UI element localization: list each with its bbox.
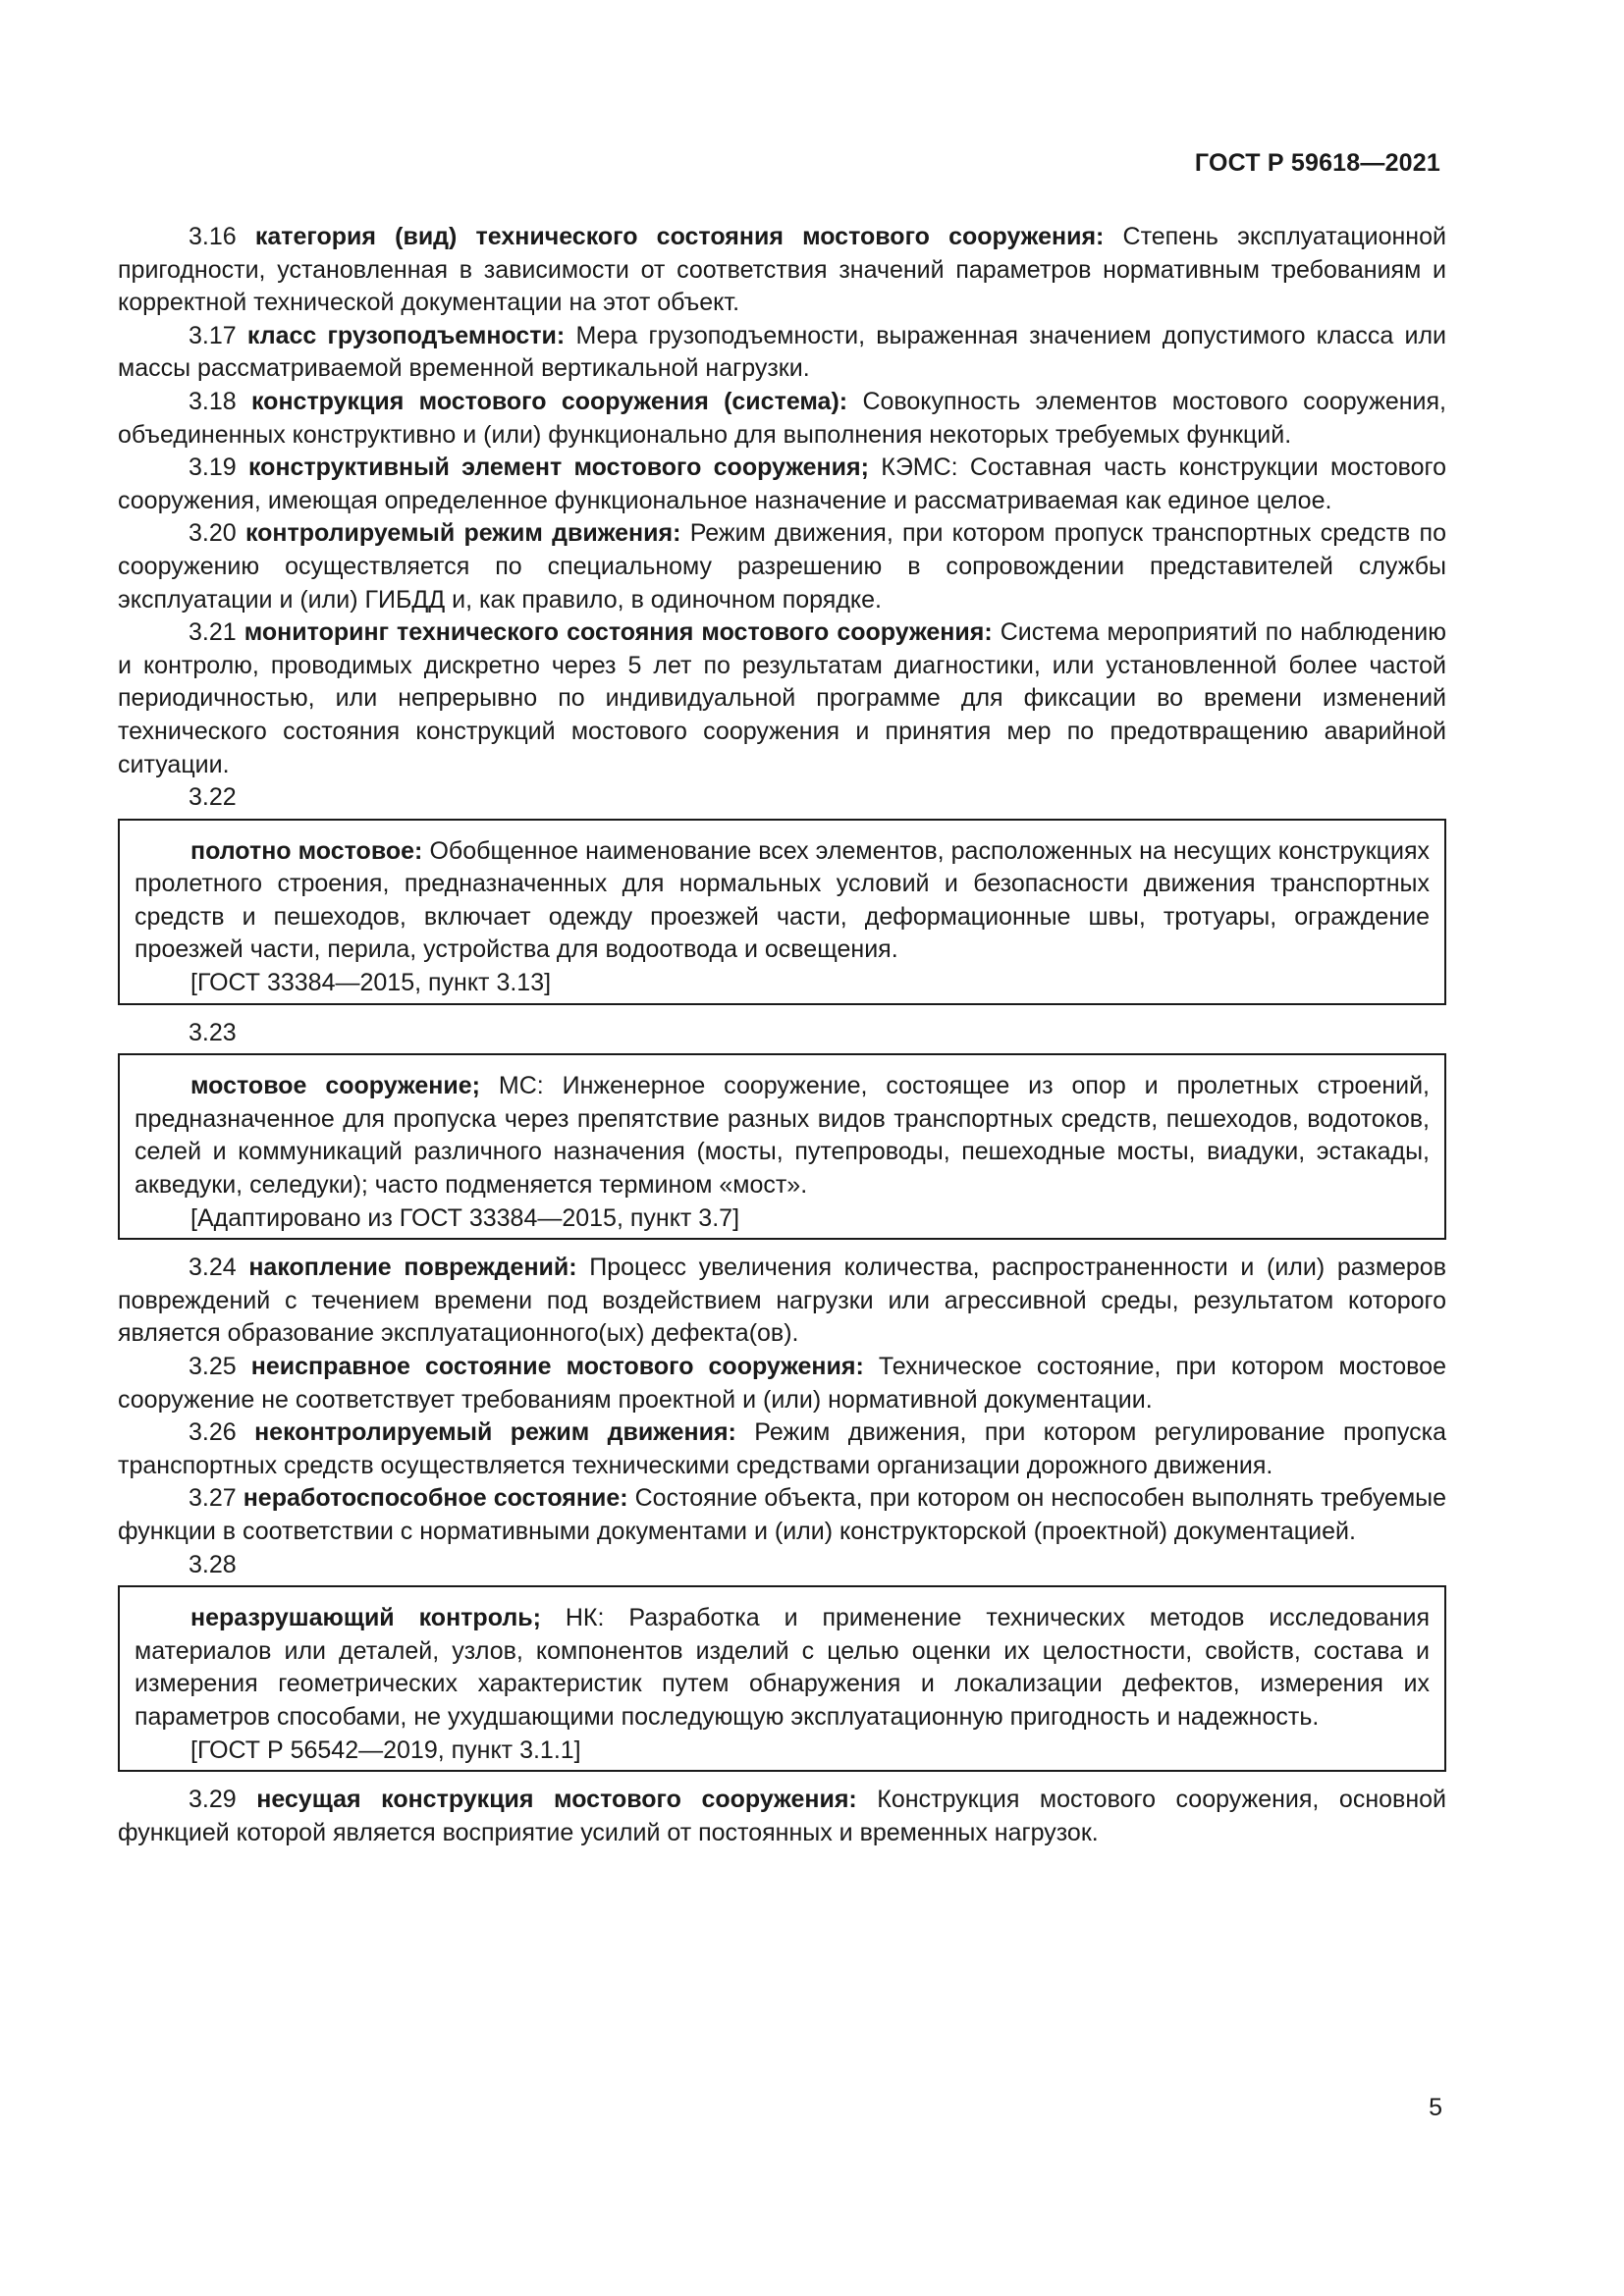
term-name: категория (вид) технического состояния мостового сооружения: xyxy=(254,223,1105,250)
term-number: 3.29 xyxy=(189,1786,237,1814)
term-number: 3.16 xyxy=(189,223,237,250)
term-definition: Мера грузоподъемности, выраженная значением допустимого класса или массы рассматриваемой временной вертикальной нагрузки. xyxy=(118,321,1446,383)
term-name: мониторинг технического состояния мостового сооружения: xyxy=(244,618,993,647)
term-definition: Состояние объекта, при котором он неспособен выполнять требуемые функции в соответствии с нормативными документами и (или) конструкторской (проектной) документацией. xyxy=(118,1484,1446,1545)
term-name: неразрушающий контроль; xyxy=(190,1604,541,1632)
terms-content xyxy=(118,221,1446,1849)
term-definition: НК: Разработка и применение технических методов исследования материалов или деталей, узлов, компонентов изделий с целью оценки их целостности, свойств, состава и измерения геометрических характеристик путем обнаружения и локализации дефектов, измерения их параметров способами, не ухудшающими последующую эксплуатационную пригодность и надежность. xyxy=(135,1604,1430,1731)
term-definition: Процесс увеличения количества, распространенности и (или) размеров повреждений с течением времени под воздействием нагрузки или агрессивной среды, результатом которого является образование эксплуатационного(ых) дефекта(ов). xyxy=(118,1254,1446,1348)
term-number: 3.20 xyxy=(189,519,237,548)
source-reference: [ГОСТ Р 56542—2019, пункт 3.1.1] xyxy=(190,1735,581,1764)
term-box-3-23 xyxy=(118,1053,1446,1240)
term-definition: Режим движения, при котором регулирование пропуска транспортных средств осуществляется техническими средствами организации дорожного движения. xyxy=(118,1418,1446,1479)
document-code: ГОСТ Р 59618—2021 xyxy=(1194,149,1440,177)
term-entry-3-27 xyxy=(118,1482,1446,1548)
term-name: неисправное состояние мостового сооружения: xyxy=(250,1353,864,1380)
term-box-3-22 xyxy=(118,819,1446,1005)
term-name: накопление повреждений: xyxy=(248,1254,577,1282)
term-definition: КЭМС: Составная часть конструкции мостового сооружения, имеющая определенное функциональное назначение и рассматриваемая как единое целое. xyxy=(118,454,1447,514)
term-definition: Техническое состояние, при котором мостовое сооружение не соответствует требованиям проектной и (или) нормативной документации. xyxy=(118,1353,1446,1414)
term-name: контролируемый режим движения: xyxy=(244,519,681,548)
source-reference: [Адаптировано из ГОСТ 33384—2015, пункт 3.7] xyxy=(190,1203,740,1232)
term-number: 3.17 xyxy=(189,321,237,349)
term-definition: Режим движения, при котором пропуск транспортных средств по сооружению осуществляется по специальному разрешению в сопровождении представителей службы эксплуатации и (или) ГИБДД и, как правило, в одиночном порядке. xyxy=(118,519,1446,614)
term-entry-3-29 xyxy=(118,1784,1446,1849)
term-definition: МС: Инженерное сооружение, состоящее из опор и пролетных строений, предназначенное для пропуска через препятствие разных видов транспортных средств, пешеходов, водотоков, селей и коммуникаций различного назначения (мосты, путепроводы, пешеходные мосты, виадуки, эстакады, акведуки, селедуки); часто подменяется термином «мост». xyxy=(135,1072,1431,1200)
term-entry-3-21 xyxy=(118,616,1446,781)
term-number: 3.18 xyxy=(189,387,237,415)
term-entry-3-16 xyxy=(118,221,1446,320)
term-number: 3.21 xyxy=(189,618,237,647)
term-name: конструкция мостового сооружения (система): xyxy=(250,387,848,415)
boxed-definition xyxy=(135,1070,1430,1201)
term-entry-3-20 xyxy=(118,517,1446,616)
term-name: мостовое сооружение; xyxy=(190,1072,480,1100)
source-reference: [ГОСТ 33384—2015, пункт 3.13] xyxy=(190,969,552,997)
term-number: 3.24 xyxy=(189,1254,237,1282)
boxed-definition xyxy=(135,1602,1430,1734)
term-definition: Обобщенное наименование всех элементов, расположенных на несущих конструкциях пролетного строения, предназначенных для нормальных условий и безопасности движения транспортных средств и пешеходов, включает одежду проезжей части, деформационные швы, тротуары, ограждение проезжей части, перила, устройства для водоотвода и освещения. xyxy=(135,836,1430,964)
term-name: неконтролируемый режим движения: xyxy=(254,1418,736,1447)
term-entry-3-17 xyxy=(118,320,1446,386)
term-entry-3-18 xyxy=(118,386,1446,452)
term-number-3-28: 3.28 xyxy=(189,1550,237,1578)
term-name: несущая конструкция мостового сооружения: xyxy=(256,1786,857,1814)
term-box-3-28 xyxy=(118,1585,1446,1772)
term-entry-3-24 xyxy=(118,1252,1446,1351)
term-name: полотно мостовое: xyxy=(190,836,423,865)
term-definition: Конструкция мостового сооружения, основной функцией которой является восприятие усилий от постоянных и временных нагрузок. xyxy=(118,1786,1446,1846)
term-definition: Система мероприятий по наблюдению и контролю, проводимых дискретно через 5 лет по результатам диагностики, или установленной более частой периодичностью, или непрерывно по индивидуальной программе для фиксации во времени изменений технического состояния конструкций мостового сооружения и принятия мер по предотвращению аварийной ситуации. xyxy=(118,618,1446,778)
term-definition: Совокупность элементов мостового сооружения, объединенных конструктивно и (или) функционально для выполнения некоторых требуемых функций. xyxy=(118,387,1447,449)
term-number: 3.25 xyxy=(189,1353,237,1380)
term-entry-3-25 xyxy=(118,1351,1446,1416)
term-number: 3.19 xyxy=(189,454,237,482)
term-definition: Степень эксплуатационной пригодности, установленная в зависимости от соответствия значений параметров нормативным требованиям и корректной технической документации на этот объект. xyxy=(118,223,1446,317)
term-entry-3-19 xyxy=(118,452,1446,517)
term-number-3-22: 3.22 xyxy=(189,783,237,812)
boxed-definition xyxy=(135,835,1430,967)
term-name: неработоспособное состояние: xyxy=(243,1484,628,1513)
term-entry-3-26 xyxy=(118,1416,1446,1482)
term-number: 3.27 xyxy=(189,1484,237,1513)
term-name: конструктивный элемент мостового сооружения; xyxy=(247,454,869,482)
page-number: 5 xyxy=(1429,2094,1442,2121)
term-number-3-23: 3.23 xyxy=(189,1018,237,1046)
term-number: 3.26 xyxy=(189,1418,237,1447)
term-name: класс грузоподъемности: xyxy=(246,321,566,349)
